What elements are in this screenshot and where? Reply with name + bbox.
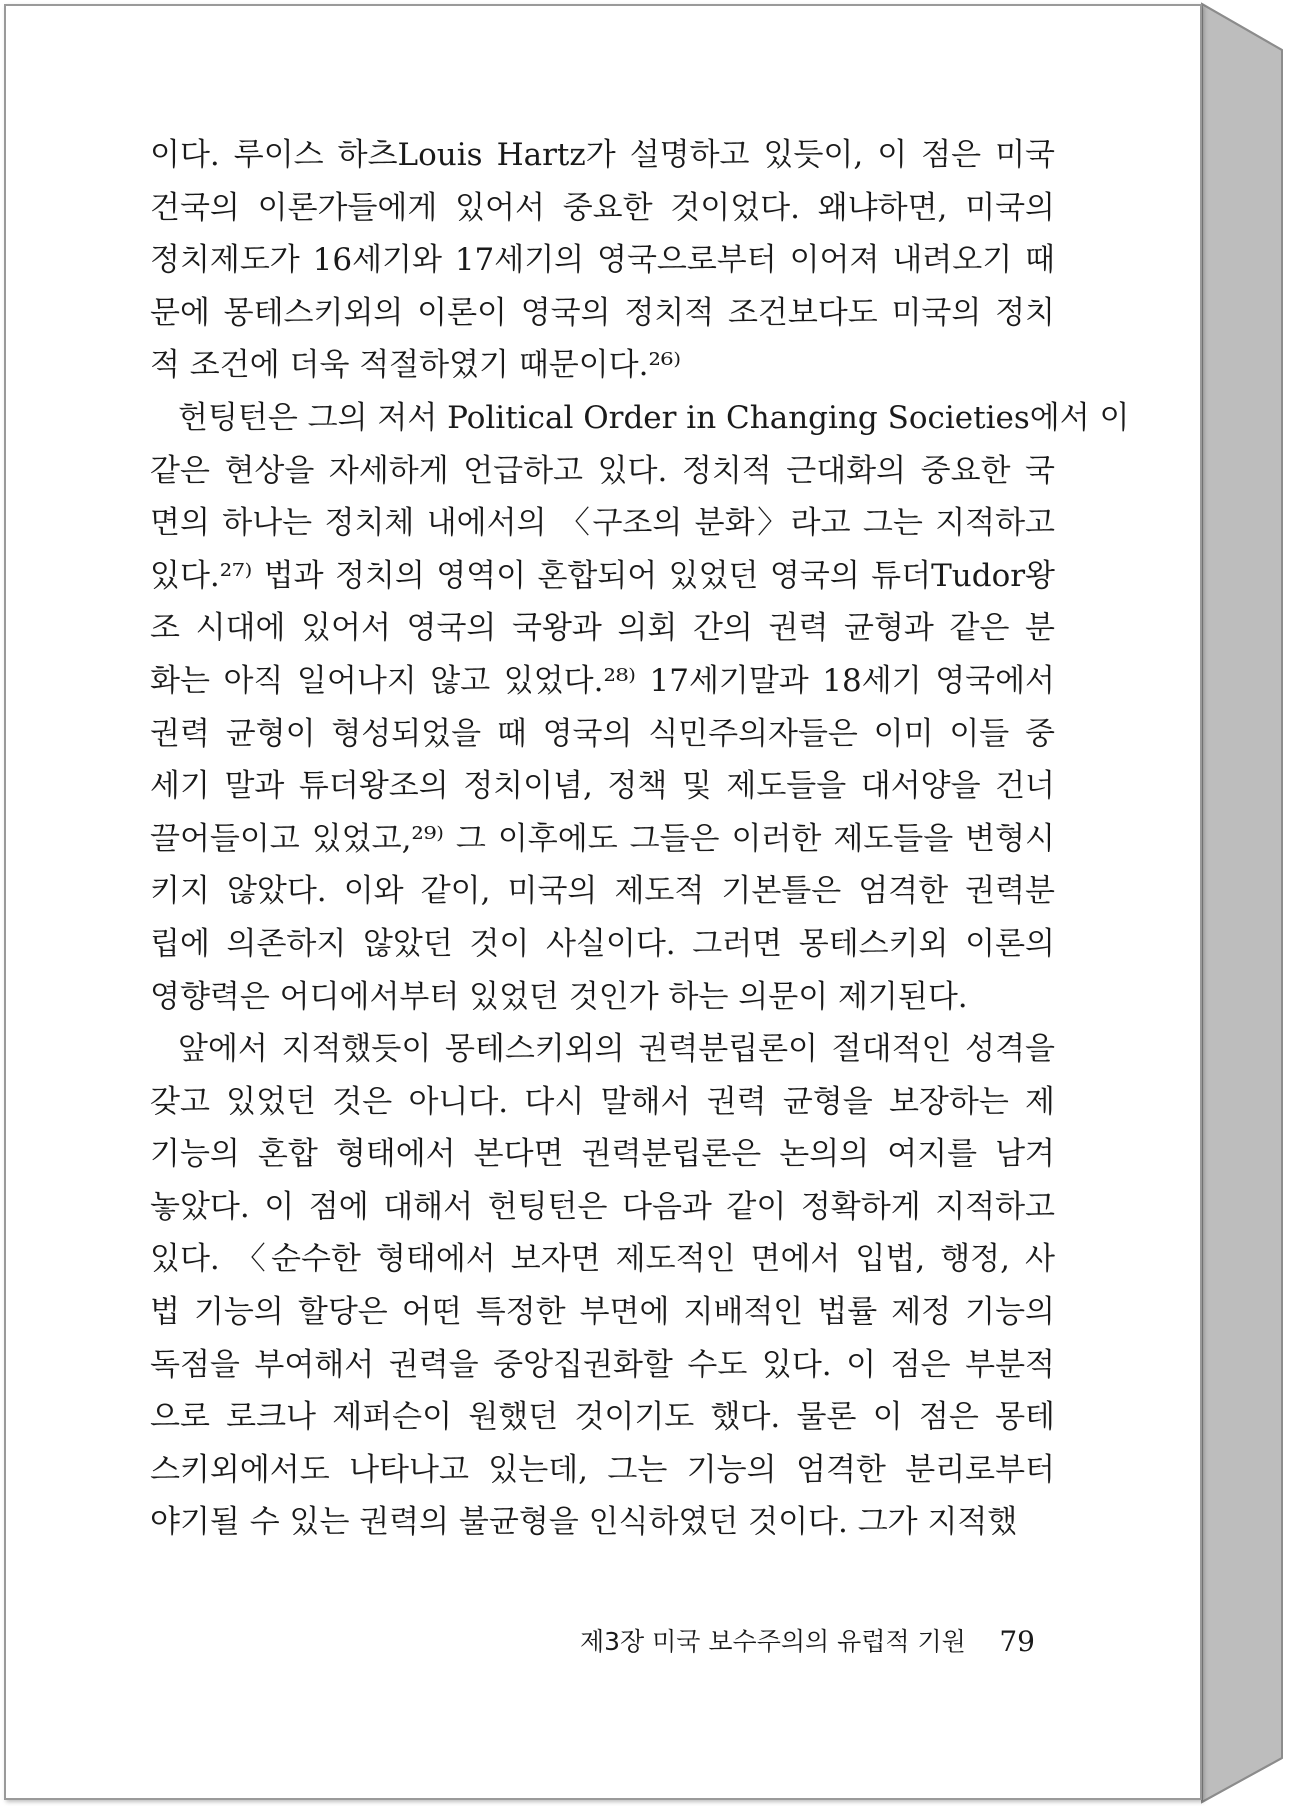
paragraph	[150, 129, 1055, 392]
text-line: 면의 하나는 정치체 내에서의 〈구조의 분화〉라고 그는 지적하고	[150, 505, 1055, 542]
text-line: 키지 않았다. 이와 같이, 미국의 제도적 기본틀은 엄격한 권력분	[150, 873, 1055, 910]
paragraph	[150, 1023, 1055, 1549]
text-line: 문에 몽테스키외의 이론이 영국의 정치적 조건보다도 미국의 정치	[150, 294, 1055, 331]
text-line: 적 조건에 더욱 적절하였기 때문이다.²⁶⁾	[150, 347, 681, 384]
text-line: 있다.²⁷⁾ 법과 정치의 영역이 혼합되어 있었던 영국의 튜더Tudor왕	[150, 557, 1055, 594]
page-number: 79	[999, 1625, 1035, 1658]
text-line: 영향력은 어디에서부터 있었던 것인가 하는 의문이 제기된다.	[150, 978, 968, 1015]
chapter-title: 제3장 미국 보수주의의 유럽적 기원	[580, 1627, 966, 1656]
text-line: 화는 아직 일어나지 않고 있었다.²⁸⁾ 17세기말과 18세기 영국에서	[150, 662, 1055, 699]
text-line: 스키외에서도 나타나고 있는데, 그는 기능의 엄격한 분리로부터	[150, 1451, 1055, 1488]
text-line: 법 기능의 할당은 어떤 특정한 부면에 지배적인 법률 제정 기능의	[150, 1294, 1055, 1331]
text-line: 정치제도가 16세기와 17세기의 영국으로부터 이어져 내려오기 때	[150, 242, 1055, 279]
text-line: 앞에서 지적했듯이 몽테스키외의 권력분립론이 절대적인 성격을	[178, 1031, 1055, 1068]
text-line: 독점을 부여해서 권력을 중앙집권화할 수도 있다. 이 점은 부분적	[150, 1346, 1055, 1383]
paragraph	[150, 392, 1130, 1023]
running-footer	[580, 1622, 1035, 1662]
text-line: 립에 의존하지 않았던 것이 사실이다. 그러면 몽테스키외 이론의	[150, 925, 1055, 962]
text-line: 있다. 〈순수한 형태에서 보자면 제도적인 면에서 입법, 행정, 사	[150, 1241, 1055, 1278]
text-line: 기능의 혼합 형태에서 본다면 권력분립론은 논의의 여지를 남겨	[150, 1136, 1055, 1173]
text-line: 조 시대에 있어서 영국의 국왕과 의회 간의 권력 균형과 같은 분	[150, 610, 1055, 647]
text-line: 야기될 수 있는 권력의 불균형을 인식하였던 것이다. 그가 지적했	[150, 1504, 1018, 1541]
text-line: 같은 현상을 자세하게 언급하고 있다. 정치적 근대화의 중요한 국	[150, 452, 1055, 489]
text-line: 헌팅턴은 그의 저서 Political Order in Changing Societies에서 이	[178, 399, 1130, 436]
text-line: 건국의 이론가들에게 있어서 중요한 것이었다. 왜냐하면, 미국의	[150, 189, 1055, 226]
text-line: 놓았다. 이 점에 대해서 헌팅턴은 다음과 같이 정확하게 지적하고	[150, 1188, 1055, 1225]
text-line: 이다. 루이스 하츠Louis Hartz가 설명하고 있듯이, 이 점은 미국	[150, 137, 1055, 173]
text-line: 으로 로크나 제퍼슨이 원했던 것이기도 했다. 물론 이 점은 몽테	[150, 1399, 1055, 1436]
text-line: 갖고 있었던 것은 아니다. 다시 말해서 권력 균형을 보장하는 제	[150, 1083, 1055, 1120]
text-line: 권력 균형이 형성되었을 때 영국의 식민주의자들은 이미 이들 중	[150, 715, 1055, 752]
body-text	[150, 129, 1130, 1549]
text-line: 끌어들이고 있었고,²⁹⁾ 그 이후에도 그들은 이러한 제도들을 변형시	[150, 820, 1055, 857]
text-line: 세기 말과 튜더왕조의 정치이념, 정책 및 제도들을 대서양을 건너	[150, 768, 1055, 805]
